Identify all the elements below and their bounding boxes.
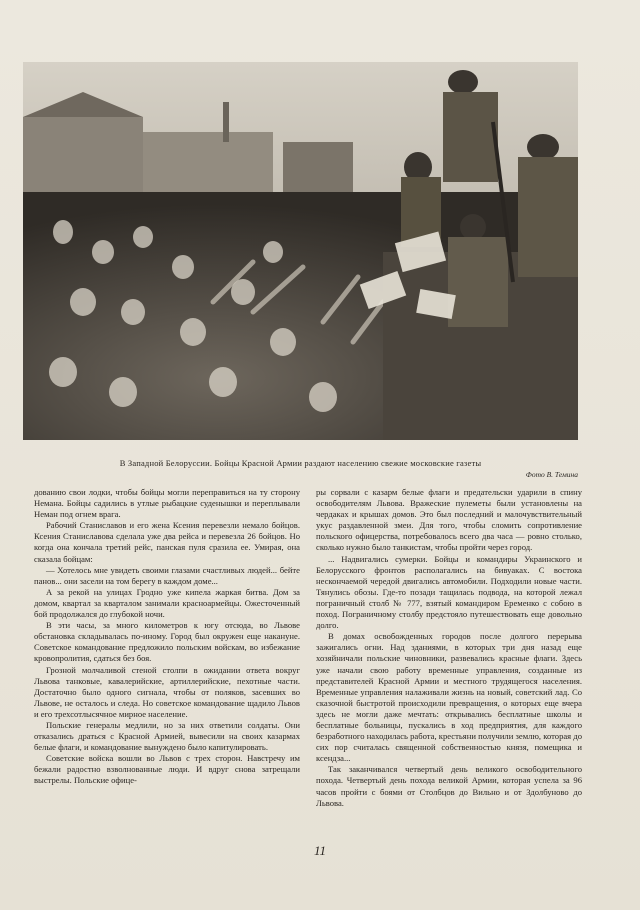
paragraph: Советские войска вошли во Львов с трех сторон. Навстречу им бежали радостно взволнованные люди. И вдруг снова затрещали выстрелы. Польские офице- <box>34 753 300 786</box>
article-right-column <box>316 487 582 809</box>
paragraph: В домах освобожденных городов после долгого перерыва зажигались огни. Над зданиями, в которых три дня назад еще хозяйничали польские чиновники, развевались красные флаги. Здесь уже начали свою работу временные управления, созданные из представителей Красной Армии и местного трудящегося населения. Временные управления налаживали жизнь на новый, советский лад. Со сказочной быстротой происходили превращения, о которых еще вчера здесь не могли даже мечтать: открывались бесплатные школы и бесплатные больницы, пускались в ход предприятия, для каждого безработного находилась работа, крестьяни получили землю, которая до сих пор считалась священной собственностью князя, помещика и ксендза... <box>316 631 582 764</box>
paragraph: Польские генералы медлили, но за них ответили солдаты. Они отказались драться с Красной Армией, вывесили на своих казармах белые флаги, и командование вынуждено было капитулировать. <box>34 719 300 753</box>
paragraph: Так заканчивался четвертый день великого освободительного похода. Четвертый день похода великой Армии, которая успела за 96 часов пройти с боями от Столбцов до Вильно и от Здолбуново до Львова. <box>316 764 582 808</box>
crowd-photo-illustration <box>23 62 578 440</box>
paragraph: ... Надвигались сумерки. Бойцы и командиры Украинского и Белорусского фронтов располагались на бивуаках. С востока нескончаемой чередой двигались автомобили. Подходили новые части. Тянулись обозы. Где-то позади тащилась подвода, на которой лежал пограничный столб № 777, взятый командиром Еременко с собою в поход. Пограничному столбу предстояло путешествовать еще довольно долго. <box>316 553 582 631</box>
paragraph: ры сорвали с казарм белые флаги и предательски ударили в спину освободителям Львова. Вражеские пулеметы были установлены на чердаках и крышах домов. Это был последний и малочувствительный укус раздавленной змеи. Для того, чтобы сломить сопротивление польского офицерства, потребовалось всего два часа — ровно столько, сколько нужно было танкистам, чтобы пройти через город. <box>316 487 582 553</box>
paragraph: Грозной молчаливой стеной столпи в ожидании ответа вокруг Львова танковые, кавалерийские, артиллерийские, пехотные части. Достаточно было одного сигнала, чтобы от поляков, засевших во Львове, не осталось и следа. Но советское командование щадило Львов и его трехсотлысячное мирное население. <box>34 664 300 719</box>
paragraph: дованию свои лодки, чтобы бойцы могли переправиться на ту сторону Немана. Бойцы садились в утлые рыбацкие суденышки и переплывали Неман под огнем врага. <box>34 487 300 520</box>
news-photo <box>23 62 578 440</box>
paragraph: Рабочий Станиславов и его жена Ксения перевезли немало бойцов. Ксения Станиславова сделала уже два рейса и перевезла 26 бойцов. Но когда она кончала третий рейс, панская пуля сразила ее. Умирая, она сказала бойцам: <box>34 520 300 564</box>
page-number: 11 <box>313 843 327 858</box>
paragraph: В эти часы, за много километров к югу отсюда, во Львове обстановка складывалась по-иному. Город был окружен еще накануне. Советское командование предложило польским войскам, во избежание кровопролития, сдаться без боя. <box>34 620 300 664</box>
photo-caption: В Западной Белоруссии. Бойцы Красной Армии раздают населению свежие московские газеты <box>119 458 482 468</box>
photo-credit: Фото В. Темина <box>525 470 578 479</box>
article-left-column <box>34 487 300 787</box>
paragraph: — Хотелось мне увидеть своими глазами счастливых людей... бейте панов... они засели на том берегу в каждом доме... <box>34 564 300 586</box>
paragraph: А за рекой на улицах Гродно уже кипела жаркая битва. Дом за домом, квартал за кварталом занимали красноармейцы. Ожесточенный бой продолжался до глубокой ночи. <box>34 586 300 620</box>
